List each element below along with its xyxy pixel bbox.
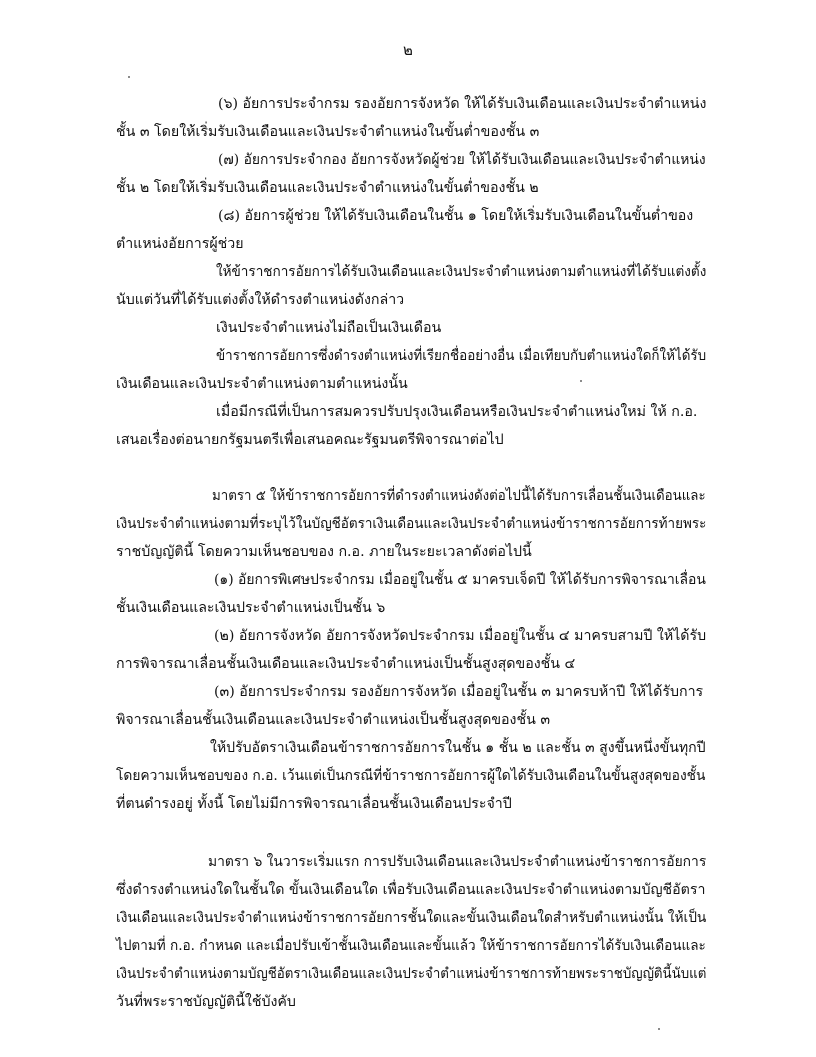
text-line: ชั้น ๓ โดยให้เริ่มรับเงินเดือนและเงินประจำตำแหน่งในขั้นต่ำของชั้น ๓	[116, 124, 540, 140]
text-line: ที่ตนดำรงอยู่ ทั้งนี้ โดยไม่มีการพิจารณาเลื่อนชั้นเงินเดือนประจำปี	[116, 796, 512, 812]
text-line: (๘) อัยการผู้ช่วย ให้ได้รับเงินเดือนในชั้น ๑ โดยให้เริ่มรับเงินเดือนในขั้นต่ำของ	[218, 208, 694, 224]
text-line: การพิจารณาเลื่อนชั้นเงินเดือนและเงินประจำตำแหน่งเป็นชั้นสูงสุดของชั้น ๔	[116, 656, 576, 672]
text-line: ราชบัญญัตินี้ โดยความเห็นชอบของ ก.อ. ภายในระยะเวลาดังต่อไปนี้	[116, 544, 532, 560]
page-number: ๒	[403, 41, 413, 59]
text-line: เงินประจำตำแหน่งไม่ถือเป็นเงินเดือน	[216, 320, 442, 336]
text-line: ชั้นเงินเดือนและเงินประจำตำแหน่งเป็นชั้น ๖	[116, 600, 386, 616]
text-line: เสนอเรื่องต่อนายกรัฐมนตรีเพื่อเสนอคณะรัฐมนตรีพิจารณาต่อไป	[116, 432, 504, 448]
text-line: เงินเดือนและเงินประจำตำแหน่งข้าราชการอัยการชั้นใดและขั้นเงินเดือนใดสำหรับตำแหน่งนั้น ให้เป็น	[116, 910, 707, 926]
text-line: ตำแหน่งอัยการผู้ช่วย	[116, 236, 244, 252]
text-line: ให้ปรับอัตราเงินเดือนข้าราชการอัยการในชั้น ๑ ชั้น ๒ และชั้น ๓ สูงขึ้นหนึ่งขั้นทุกปี	[210, 740, 706, 756]
text-line: เงินเดือนและเงินประจำตำแหน่งตามตำแหน่งนั้น	[116, 376, 408, 392]
text-line: (๒) อัยการจังหวัด อัยการจังหวัดประจำกรม เมื่ออยู่ในชั้น ๔ มาครบสามปี ให้ได้รับ	[214, 628, 707, 644]
text-line: นับแต่วันที่ได้รับแต่งตั้งให้ดำรงตำแหน่งดังกล่าว	[116, 292, 405, 308]
text-line: โดยความเห็นชอบของ ก.อ. เว้นแต่เป็นกรณีที่ข้าราชการอัยการผู้ใดได้รับเงินเดือนในขั้นสูงสุดของชั้น	[116, 768, 706, 784]
scan-speck	[128, 76, 130, 78]
text-line: (๓) อัยการประจำกรม รองอัยการจังหวัด เมื่ออยู่ในชั้น ๓ มาครบห้าปี ให้ได้รับการ	[214, 684, 704, 700]
text-line: เมื่อมีกรณีที่เป็นการสมควรปรับปรุงเงินเดือนหรือเงินประจำตำแหน่งใหม่ ให้ ก.อ.	[216, 404, 698, 420]
scan-speck	[580, 380, 582, 382]
text-line: วันที่พระราชบัญญัตินี้ใช้บังคับ	[116, 994, 296, 1010]
scan-speck	[658, 1028, 660, 1030]
text-line: พิจารณาเลื่อนชั้นเงินเดือนและเงินประจำตำแหน่งเป็นชั้นสูงสุดของชั้น ๓	[116, 712, 551, 728]
text-line: เงินประจำตำแหน่งตามบัญชีอัตราเงินเดือนและเงินประจำตำแหน่งข้าราชการท้ายพระราชบัญญัตินี้นับแต่	[116, 966, 707, 982]
text-line: มาตรา ๕ ให้ข้าราชการอัยการที่ดำรงตำแหน่งดังต่อไปนี้ได้รับการเลื่อนชั้นเงินเดือนและ	[212, 488, 706, 504]
text-line: ให้ข้าราชการอัยการได้รับเงินเดือนและเงินประจำตำแหน่งตามตำแหน่งที่ได้รับแต่งตั้ง	[216, 264, 707, 280]
text-line: ชั้น ๒ โดยให้เริ่มรับเงินเดือนและเงินประจำตำแหน่งในขั้นต่ำของชั้น ๒	[116, 180, 539, 196]
text-line: เงินประจำตำแหน่งตามที่ระบุไว้ในบัญชีอัตราเงินเดือนและเงินประจำตำแหน่งข้าราชการอัยการท้ายพระ	[116, 516, 707, 532]
text-line: (๖) อัยการประจำกรม รองอัยการจังหวัด ให้ได้รับเงินเดือนและเงินประจำตำแหน่ง	[218, 96, 707, 112]
text-line: มาตรา ๖ ในวาระเริ่มแรก การปรับเงินเดือนและเงินประจำตำแหน่งข้าราชการอัยการ	[208, 854, 707, 870]
text-line: ซึ่งดำรงตำแหน่งใดในชั้นใด ขั้นเงินเดือนใด เพื่อรับเงินเดือนและเงินประจำตำแหน่งตามบัญชีอัตรา	[116, 882, 706, 898]
text-line: (๑) อัยการพิเศษประจำกรม เมื่ออยู่ในชั้น ๕ มาครบเจ็ดปี ให้ได้รับการพิจารณาเลื่อน	[214, 572, 706, 588]
text-line: (๗) อัยการประจำกอง อัยการจังหวัดผู้ช่วย ให้ได้รับเงินเดือนและเงินประจำตำแหน่ง	[218, 152, 706, 168]
text-line: ข้าราชการอัยการซึ่งดำรงตำแหน่งที่เรียกชื่ออย่างอื่น เมื่อเทียบกับตำแหน่งใดก็ให้ได้รับ	[216, 348, 707, 364]
text-line: ไปตามที่ ก.อ. กำหนด และเมื่อปรับเข้าชั้นเงินเดือนและขั้นแล้ว ให้ข้าราชการอัยการได้รับเงินเดือนและ	[116, 938, 706, 954]
